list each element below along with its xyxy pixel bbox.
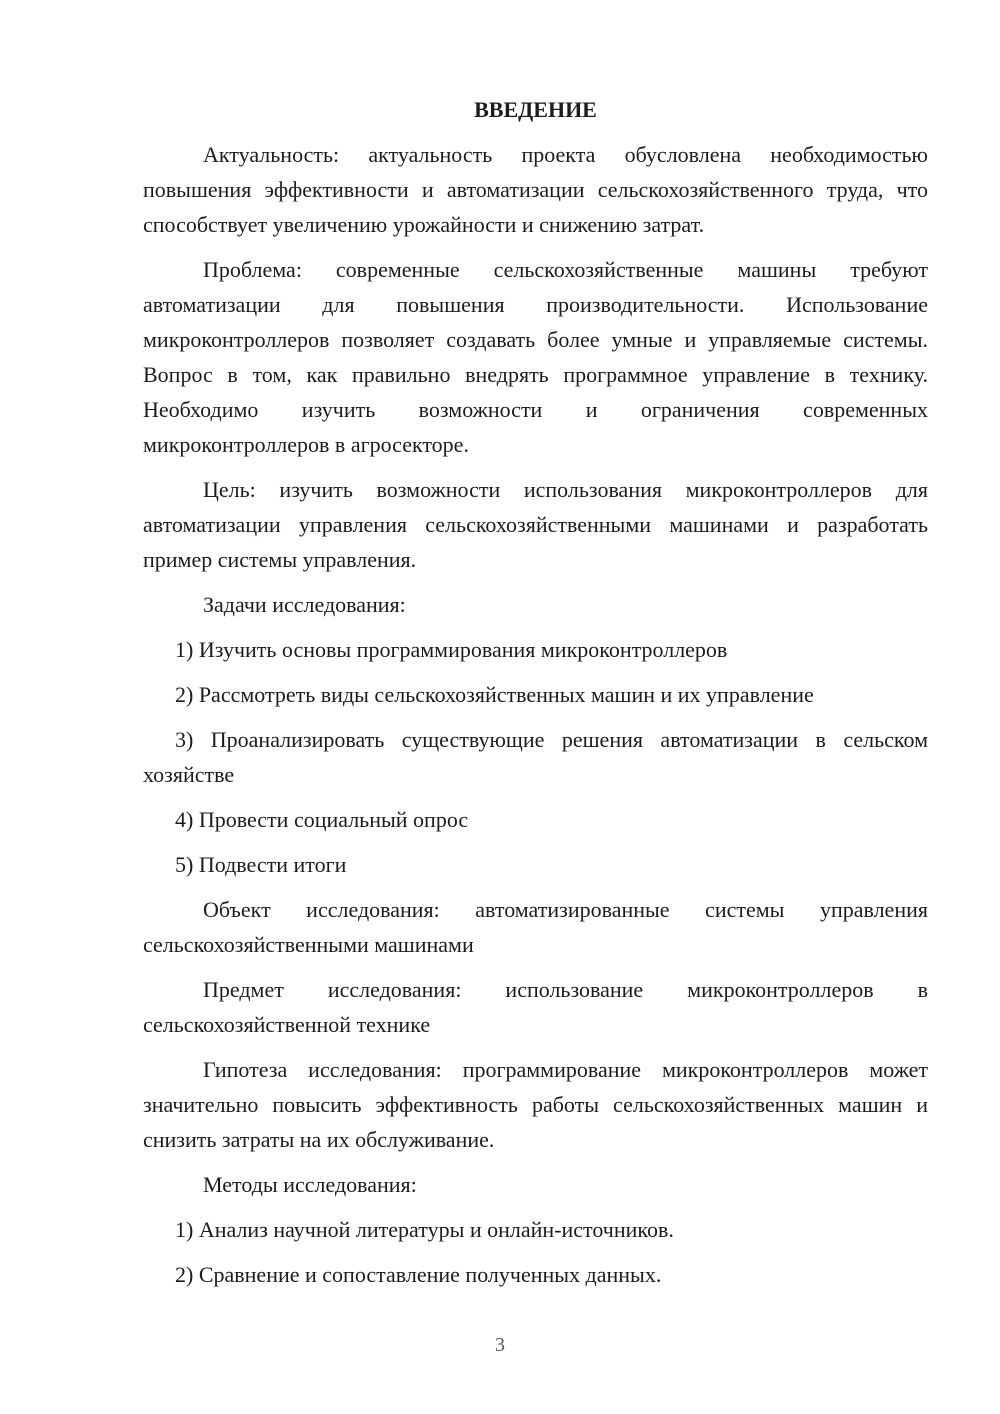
relevance-paragraph: Актуальность: актуальность проекта обусловлена необходимостью повышения эффективности и автоматизации сельскохозяйственного труда, что способствует увеличению урожайности и снижению затрат. xyxy=(143,142,928,237)
task-item: 2) Рассмотреть виды сельскохозяйственных машин и их управление xyxy=(175,682,814,707)
methods-heading: Методы исследования: xyxy=(203,1172,417,1197)
goal-paragraph: Цель: изучить возможности использования микроконтроллеров для автоматизации управления сельскохозяйственными машинами и разработать пример системы управления. xyxy=(143,477,928,572)
hypothesis-paragraph: Гипотеза исследования: программирование микроконтроллеров может значительно повысить эффективность работы сельскохозяйственных машин и снизить затраты на их обслуживание. xyxy=(143,1057,928,1152)
subject-paragraph: Предмет исследования: использование микроконтроллеров в сельскохозяйственной технике xyxy=(143,977,928,1037)
method-item: 1) Анализ научной литературы и онлайн-источников. xyxy=(175,1217,674,1242)
page-number: 3 xyxy=(495,1334,505,1356)
object-paragraph: Объект исследования: автоматизированные системы управления сельскохозяйственными машинами xyxy=(143,897,928,957)
problem-paragraph: Проблема: современные сельскохозяйственные машины требуют автоматизации для повышения производительности. Использование микроконтроллеров позволяет создавать более умные и управляемые системы. Вопрос в том, как правильно внедрять программное управление в технику. Необходимо изучить возможности и ограничения современных микроконтроллеров в агросекторе. xyxy=(143,257,928,457)
task-item: 3) Проанализировать существующие решения автоматизации в сельском хозяйстве xyxy=(143,727,928,787)
task-item: 5) Подвести итоги xyxy=(175,852,347,877)
page-title: ВВЕДЕНИЕ xyxy=(474,97,597,122)
tasks-heading: Задачи исследования: xyxy=(203,592,406,617)
document-page xyxy=(143,92,928,1302)
task-item: 4) Провести социальный опрос xyxy=(175,807,469,832)
task-item: 1) Изучить основы программирования микроконтроллеров xyxy=(175,637,728,662)
method-item: 2) Сравнение и сопоставление полученных данных. xyxy=(175,1262,662,1287)
